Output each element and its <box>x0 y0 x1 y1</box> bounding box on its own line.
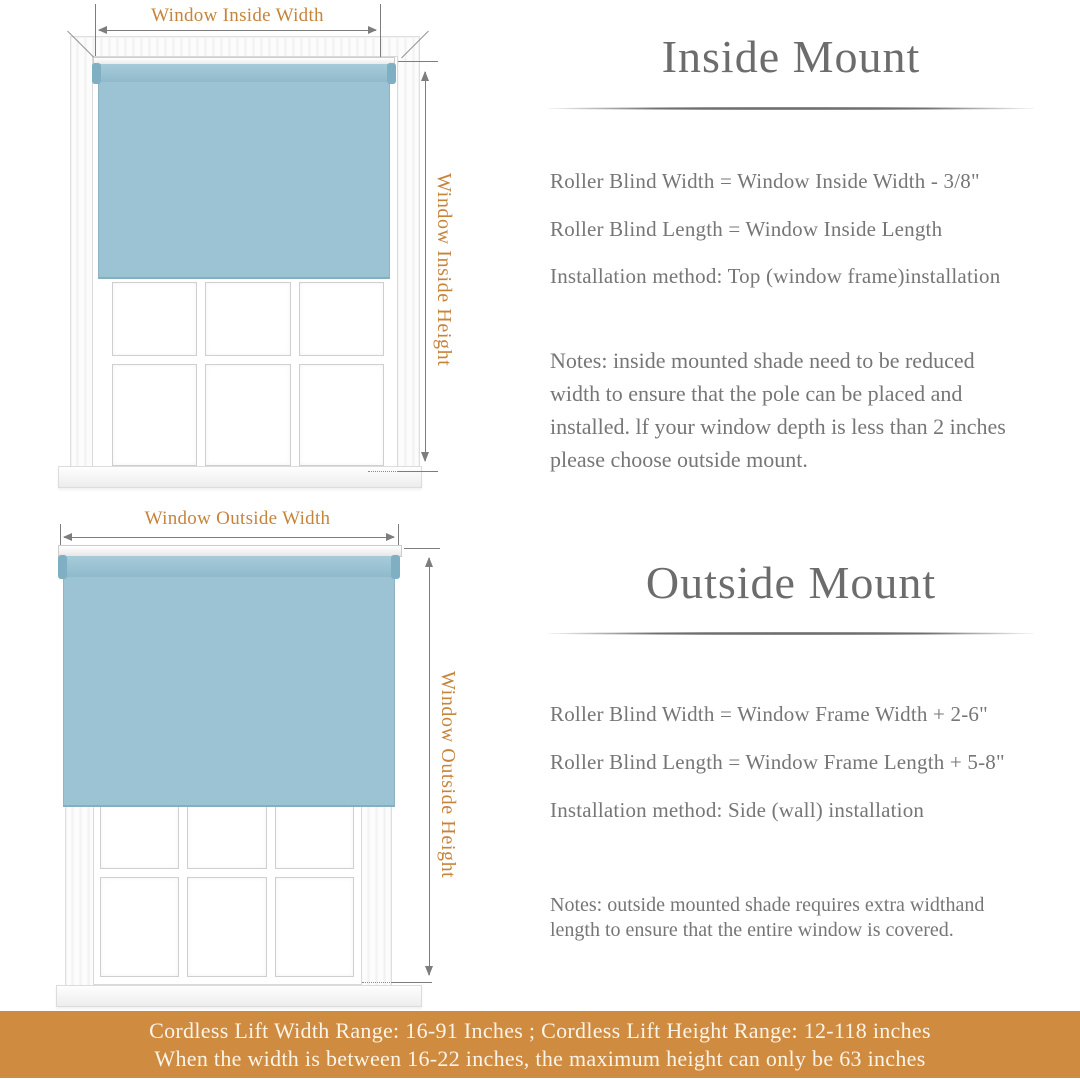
inside-mount-notes: Notes: inside mounted shade need to be reduced width to ensure that the pole can be placed and installed. lf your window depth is less than 2 inches please choose outside mount. <box>550 348 1006 472</box>
window-pane <box>205 364 290 466</box>
size-range-footer <box>0 1011 1080 1078</box>
rule-width: Roller Blind Width = Window Inside Width - 3/8" <box>550 169 980 193</box>
reference-line <box>392 982 432 983</box>
inside-width-label: Window Inside Width <box>151 5 324 26</box>
inside-height-label: Window Inside Height <box>433 173 455 367</box>
extension-line <box>95 4 96 56</box>
rule-installation: Installation method: Side (wall) installation <box>550 798 925 822</box>
rule-length: Roller Blind Length = Window Inside Length <box>550 217 943 241</box>
blind-roller-tube <box>95 64 393 82</box>
reference-line <box>404 548 440 549</box>
window-pane <box>112 364 197 466</box>
width-dimension-arrow <box>99 30 376 31</box>
outside-width-label: Window Outside Width <box>144 508 331 529</box>
dotted-extension-line <box>362 982 392 983</box>
roller-blind-fabric <box>63 576 395 807</box>
footer-line-1: Cordless Lift Width Range: 16-91 Inches ; Cordless Lift Height Range: 12-118 inches <box>149 1017 931 1043</box>
inside-mount-title: Inside Mount <box>661 31 921 82</box>
height-dimension-arrow <box>429 558 430 975</box>
extension-line <box>380 4 381 62</box>
window-pane <box>100 877 179 977</box>
window-sill <box>56 985 422 1007</box>
divider <box>548 107 1034 110</box>
reference-line <box>398 471 438 472</box>
window-pane <box>187 877 266 977</box>
reference-line <box>398 61 438 62</box>
window-sill <box>58 466 422 488</box>
rule-width: Roller Blind Width = Window Frame Width + 2-6" <box>550 702 988 726</box>
window-pane <box>299 364 384 466</box>
window-pane <box>112 282 197 356</box>
rule-length: Roller Blind Length = Window Frame Length + 5-8" <box>550 750 1005 774</box>
window-pane <box>275 877 354 977</box>
roller-blind-fabric <box>98 81 390 279</box>
window-panes <box>112 282 384 466</box>
outside-mount-notes: Notes: outside mounted shade requires extra widthand length to ensure that the entire window is covered. <box>550 894 985 941</box>
divider <box>548 632 1034 635</box>
width-dimension-arrow <box>64 537 394 538</box>
blind-roller-tube <box>61 556 397 577</box>
outside-height-label: Window Outside Height <box>437 671 459 879</box>
outside-mount-title: Outside Mount <box>645 557 937 608</box>
height-dimension-arrow <box>425 72 426 461</box>
rule-installation: Installation method: Top (window frame)installation <box>550 264 1001 288</box>
dotted-extension-line <box>368 471 400 472</box>
window-pane <box>299 282 384 356</box>
footer-line-2: When the width is between 16-22 inches, the maximum height can only be 63 inches <box>154 1045 926 1071</box>
window-pane <box>205 282 290 356</box>
